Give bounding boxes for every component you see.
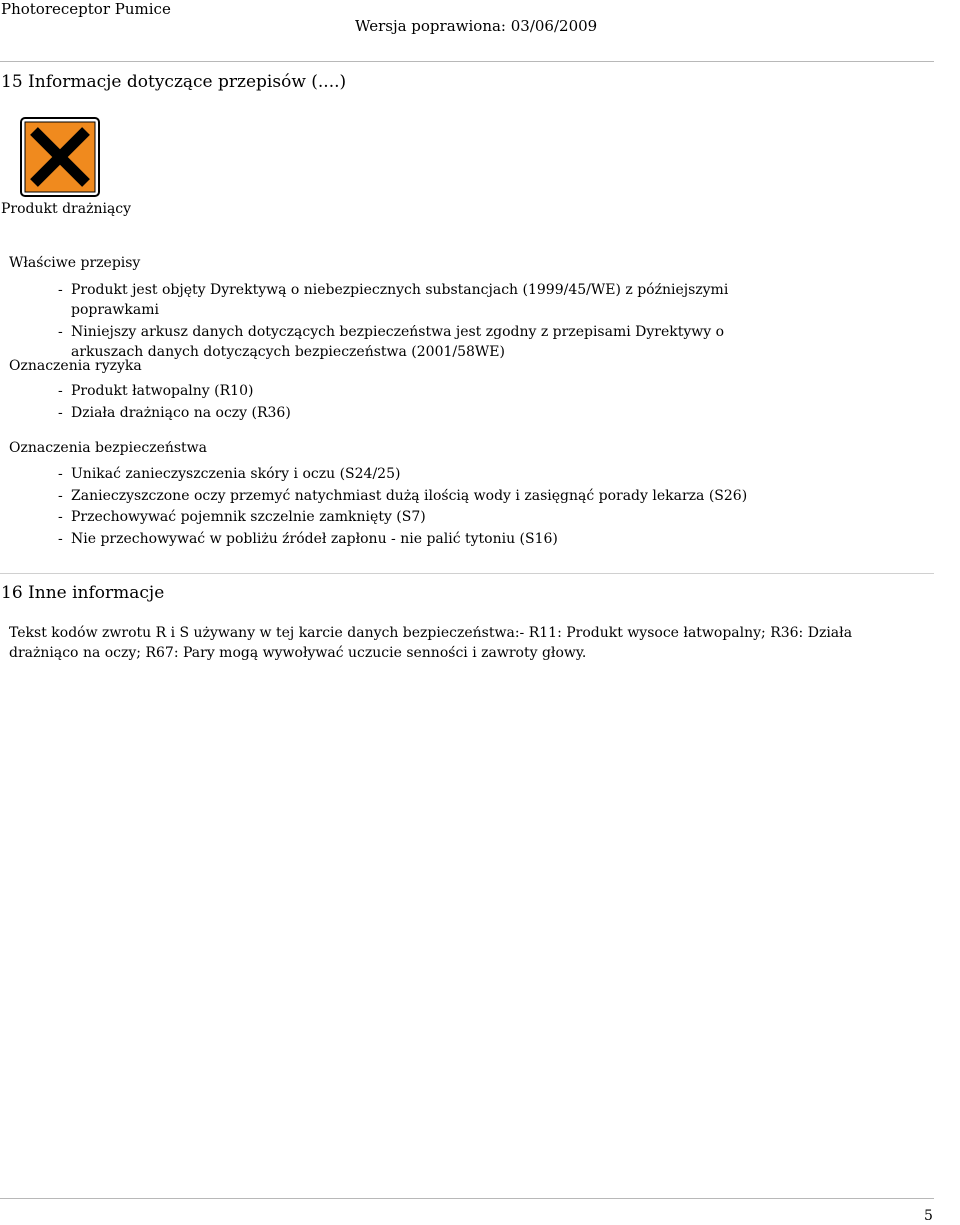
regulations-list xyxy=(58,280,798,362)
list-item: - Nie przechowywać w pobliżu źródeł zapłonu - nie palić tytoniu (S16) xyxy=(58,529,747,551)
section-divider xyxy=(0,573,934,574)
list-item: - Produkt łatwopalny (R10) xyxy=(58,381,291,403)
revision-date: Wersja poprawiona: 03/06/2009 xyxy=(355,17,598,35)
list-item: - Zanieczyszczone oczy przemyć natychmiast dużą ilością wody i zasięgnąć porady lekarza (S26) xyxy=(58,486,747,508)
list-item: - Przechowywać pojemnik szczelnie zamknięty (S7) xyxy=(58,507,747,529)
risk-phrases-list xyxy=(58,381,291,424)
safety-phrases-list xyxy=(58,464,747,550)
product-name: Photoreceptor Pumice xyxy=(1,0,171,18)
list-item: - Produkt jest objęty Dyrektywą o niebezpiecznych substancjach (1999/45/WE) z późniejszymi poprawkami xyxy=(58,280,798,320)
safety-phrases-heading: Oznaczenia bezpieczeństwa xyxy=(9,440,208,456)
section-15-title: 15 Informacje dotyczące przepisów (....) xyxy=(1,72,347,92)
list-item: - Niniejszy arkusz danych dotyczących bezpieczeństwa jest zgodny z przepisami Dyrektywy o arkuszach danych dotyczących bezpieczeństwa (2001/58WE) xyxy=(58,322,798,362)
risk-phrases-heading: Oznaczenia ryzyka xyxy=(9,358,142,374)
other-info-text: Tekst kodów zwrotu R i S używany w tej karcie danych bezpieczeństwa:- R11: Produkt wysoce łatwopalny; R36: Działa drażniąco na oczy; R67: Pary mogą wywoływać uczucie senności i zawroty głowy. xyxy=(9,625,853,661)
hazard-label: Produkt drażniący xyxy=(1,201,132,217)
section-16-title: 16 Inne informacje xyxy=(1,583,165,603)
header-divider xyxy=(0,61,934,62)
hazard-x-icon xyxy=(20,117,100,197)
page-number: 5 xyxy=(924,1208,933,1224)
regulations-heading: Właściwe przepisy xyxy=(9,255,141,271)
list-item: - Działa drażniąco na oczy (R36) xyxy=(58,403,291,425)
list-item: - Unikać zanieczyszczenia skóry i oczu (S24/25) xyxy=(58,464,747,486)
footer-divider xyxy=(0,1198,934,1199)
